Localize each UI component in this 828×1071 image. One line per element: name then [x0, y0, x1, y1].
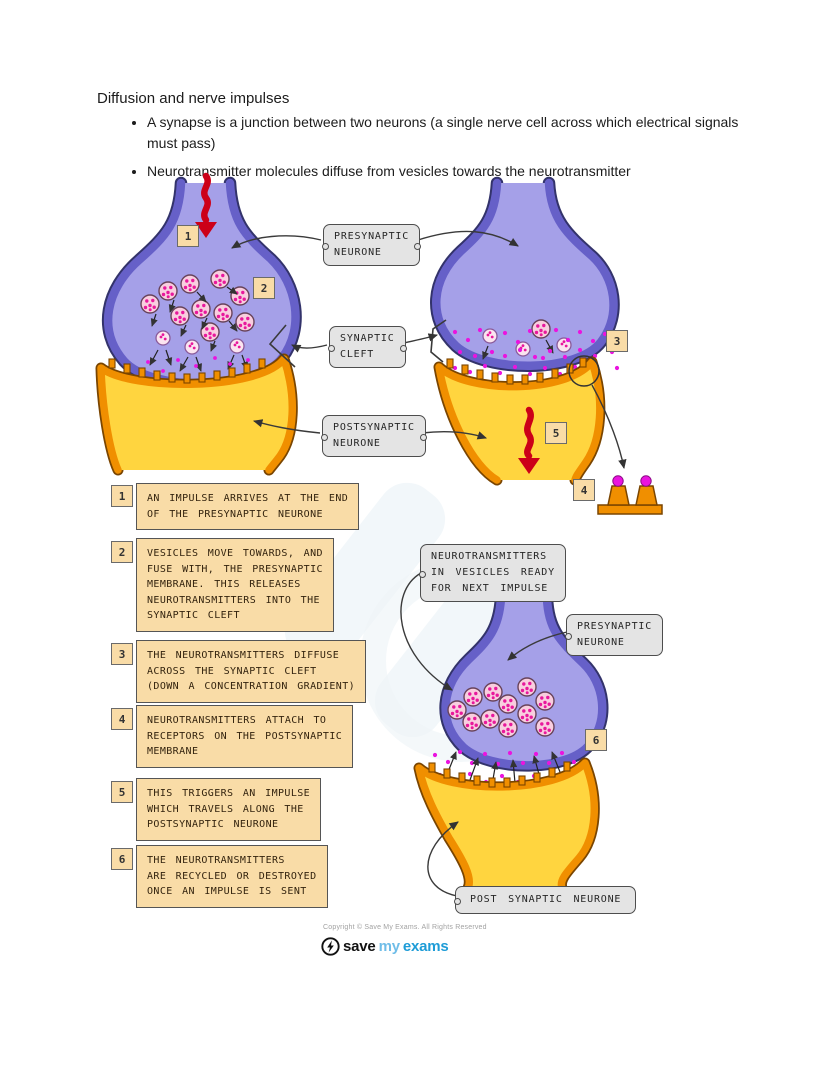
step-4-text: NEUROTRANSMITTERS ATTACH TO RECEPTORS ON THE POSTSYNAPTIC MEMBRANE	[136, 705, 353, 768]
fig2-receptor-detail	[598, 476, 662, 514]
step-1-number: 1	[111, 485, 133, 507]
label-postsynaptic-neurone-bottom: POST SYNAPTIC NEURONE	[455, 886, 636, 914]
savemyexams-logo	[321, 937, 449, 956]
diagram-marker-2: 2	[253, 277, 275, 299]
diagram-marker-5: 5	[545, 422, 567, 444]
fig2-postsynaptic-neurone-shape	[439, 358, 600, 480]
bullet-item: • A synapse is a junction between two neurons (a single nerve cell across which electrical signals must pass)	[147, 112, 747, 154]
logo-text-my: my	[378, 938, 400, 955]
lightning-bolt-icon	[321, 937, 340, 956]
page-title: Diffusion and nerve impulses	[97, 90, 290, 107]
step-2-number: 2	[111, 541, 133, 563]
step-3-text: THE NEUROTRANSMITTERS DIFFUSE ACROSS THE SYNAPTIC CLEFT (DOWN A CONCENTRATION GRADIENT)	[136, 640, 366, 703]
step-2-text: VESICLES MOVE TOWARDS, AND FUSE WITH, THE PRESYNAPTIC MEMBRANE. THIS RELEASES NEUROTRANSMITTERS INTO THE SYNAPTIC CLEFT	[136, 538, 334, 632]
bullet-item: • Neurotransmitter molecules diffuse from vesicles towards the neurotransmitter	[147, 161, 747, 182]
diagram-marker-6: 6	[585, 729, 607, 751]
logo-text-save: save	[343, 938, 376, 955]
diagram-marker-3: 3	[606, 330, 628, 352]
logo-text-exams: exams	[402, 938, 449, 955]
step-5-number: 5	[111, 781, 133, 803]
label-postsynaptic-neurone-top: POSTSYNAPTIC NEURONE	[322, 415, 426, 457]
fig2-presynaptic-neurone-shape	[436, 183, 613, 366]
label-presynaptic-neurone-bottom: PRESYNAPTIC NEURONE	[566, 614, 663, 656]
step-3-number: 3	[111, 643, 133, 665]
fig3-postsynaptic-neurone-shape	[419, 762, 594, 888]
diagram-marker-4: 4	[573, 479, 595, 501]
diagram-marker-1: 1	[177, 225, 199, 247]
label-vesicles-ready: NEUROTRANSMITTERS IN VESICLES READY FOR NEXT IMPULSE	[420, 544, 566, 602]
label-presynaptic-neurone-top: PRESYNAPTIC NEURONE	[323, 224, 420, 266]
step-5-text: THIS TRIGGERS AN IMPULSE WHICH TRAVELS ALONG THE POSTSYNAPTIC NEURONE	[136, 778, 321, 841]
copyright-text: Copyright © Save My Exams. All Rights Reserved	[323, 924, 487, 931]
step-6-text: THE NEUROTRANSMITTERS ARE RECYCLED OR DESTROYED ONCE AN IMPULSE IS SENT	[136, 845, 328, 908]
step-6-number: 6	[111, 848, 133, 870]
step-1-text: AN IMPULSE ARRIVES AT THE END OF THE PRESYNAPTIC NEURONE	[136, 483, 359, 530]
label-synaptic-cleft: SYNAPTIC CLEFT	[329, 326, 406, 368]
step-4-number: 4	[111, 708, 133, 730]
